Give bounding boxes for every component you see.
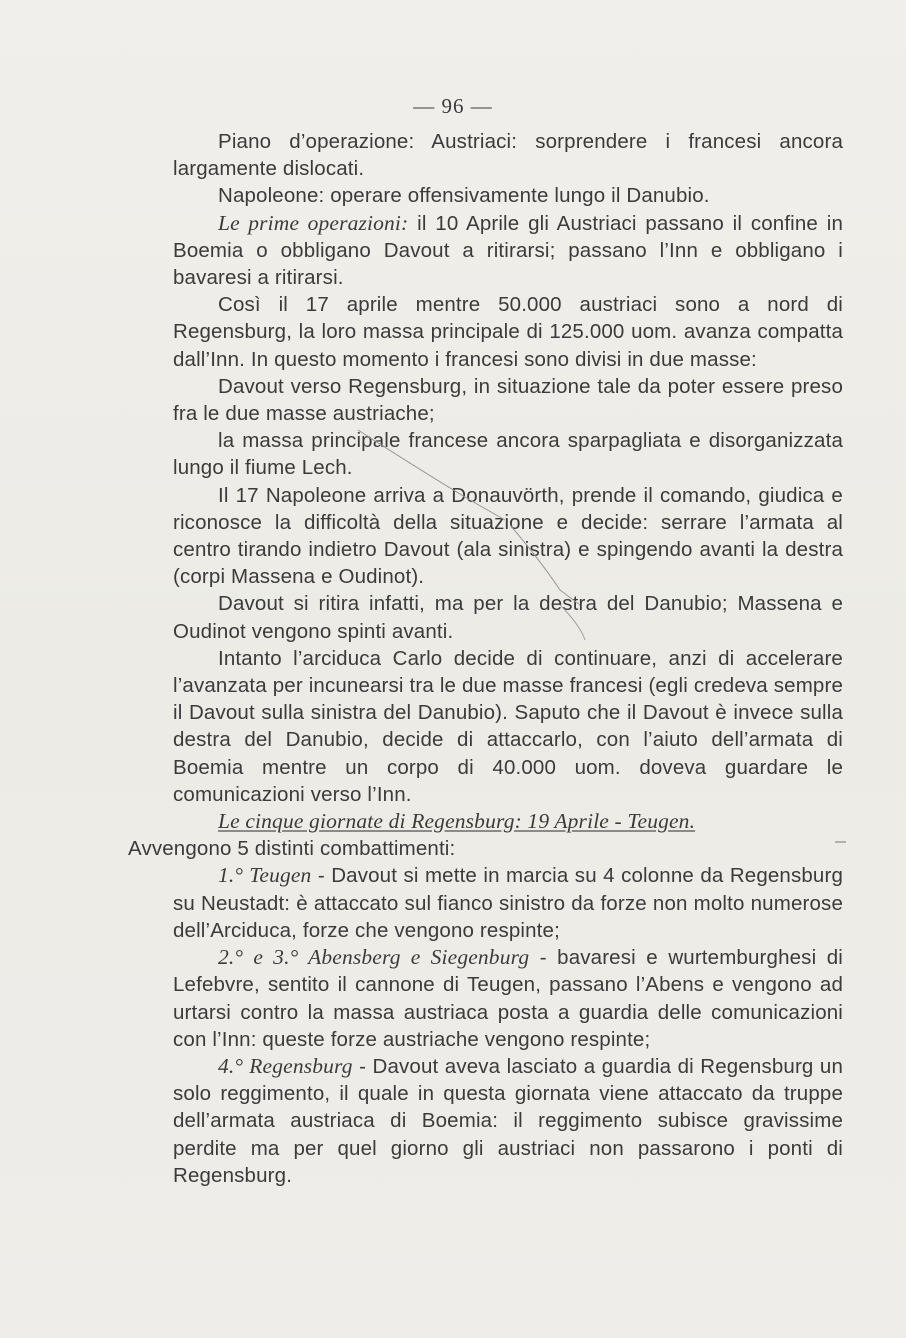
paragraph-napoleon-plan: Napoleone: operare offensivamente lungo il Danubio. <box>218 184 710 208</box>
battle-title-teugen: 1.° Teugen <box>218 863 312 888</box>
paragraph-april-17-positions: Così il 17 aprile mentre 50.000 austriaci sono a nord di Regensburg, la loro massa principale di 125.000 uom. avanza compatta dall’Inn. In questo momento i francesi sono divisi in due masse: <box>173 293 843 371</box>
paragraph-first-operations <box>173 210 843 292</box>
paragraph-davout-position: Davout verso Regensburg, in situazione tale da poter essere preso fra le due masse austriache; <box>173 374 843 426</box>
paragraph-abensberg-text: - bavaresi e wurtemburghesi di Lefebvre, sentito il cannone di Teugen, passano l’Abens e vengono ad urtarsi contro la massa austriaca posta a guardia delle comunicazioni con l’Inn: queste forze austriache vengono respinte; <box>173 946 843 1051</box>
body-text <box>128 128 844 1189</box>
paragraph-main-french-mass: la massa principale francese ancora sparpagliata e disorganizzata lungo il fiume Lech. <box>173 429 843 480</box>
battle-title-abensberg: 2.° e 3.° Abensberg e Siegenburg <box>218 945 530 970</box>
page-number: — 96 — <box>413 94 493 118</box>
paragraph-napoleon-arrives: Il 17 Napoleone arriva a Donauvörth, prende il comando, giudica e riconosce la difficoltà della situazione e decide: serrare l’armata al centro tirando indietro Davout (ala sinistra) e spingendo avanti la destra (corpi Massena e Oudinot). <box>173 483 843 589</box>
paragraph-teugen <box>173 862 843 944</box>
battle-title-regensburg: 4.° Regensburg <box>218 1053 353 1078</box>
paragraph-teugen-text: - Davout si mette in marcia su 4 colonne da Regensburg su Neustadt: è attaccato sul fianco sinistro da forze non molto numerose dell’Arciduca, forze che vengono respinte; <box>173 864 844 942</box>
paragraph-first-operations-text: il 10 Aprile gli Austriaci passano il confine in Boemia o obbligano Davout a ritirarsi; passano l’Inn e obbligano i bavaresi a ritirarsi. <box>173 211 843 290</box>
paragraph-five-days-text: Avvengono 5 distinti combattimenti: <box>128 837 456 861</box>
paragraph-davout-retreats: Davout si ritira infatti, ma per la destra del Danubio; Massena e Oudinot vengono spinti avanti. <box>173 592 843 643</box>
paragraph-abensberg <box>173 944 843 1053</box>
paragraph-five-days <box>128 808 843 862</box>
paragraph-operation-plan: Piano d’operazione: Austriaci: sorprendere i francesi ancora largamente dislocati. <box>173 130 843 181</box>
section-title-first-operations: Le prime operazioni: <box>218 210 409 235</box>
paragraph-archduke-charles: Intanto l’arciduca Carlo decide di continuare, anzi di accelerare l’avanzata per incunearsi tra le due masse francesi (egli credeva sempre il Davout sulla sinistra del Danubio). Saputo che il Davout è invece sulla destra del Danubio, decide di attaccarlo, con l’aiuto dell’armata di Boemia mentre un corpo di 40.000 uom. doveva guardare le comunicazioni verso l’Inn. <box>173 646 843 806</box>
paragraph-regensburg <box>173 1053 843 1189</box>
section-title-five-days: Le cinque giornate di Regensburg: 19 Aprile - Teugen. <box>218 809 696 834</box>
paragraph-regensburg-text: - Davout aveva lasciato a guardia di Regensburg un solo reggimento, il quale in questa giornata viene attaccato da truppe dell’armata austriaca di Boemia: il reggimento subisce gravissime perdite ma per quel giorno gli austriaci non passarono i ponti di Regensburg. <box>173 1054 843 1187</box>
